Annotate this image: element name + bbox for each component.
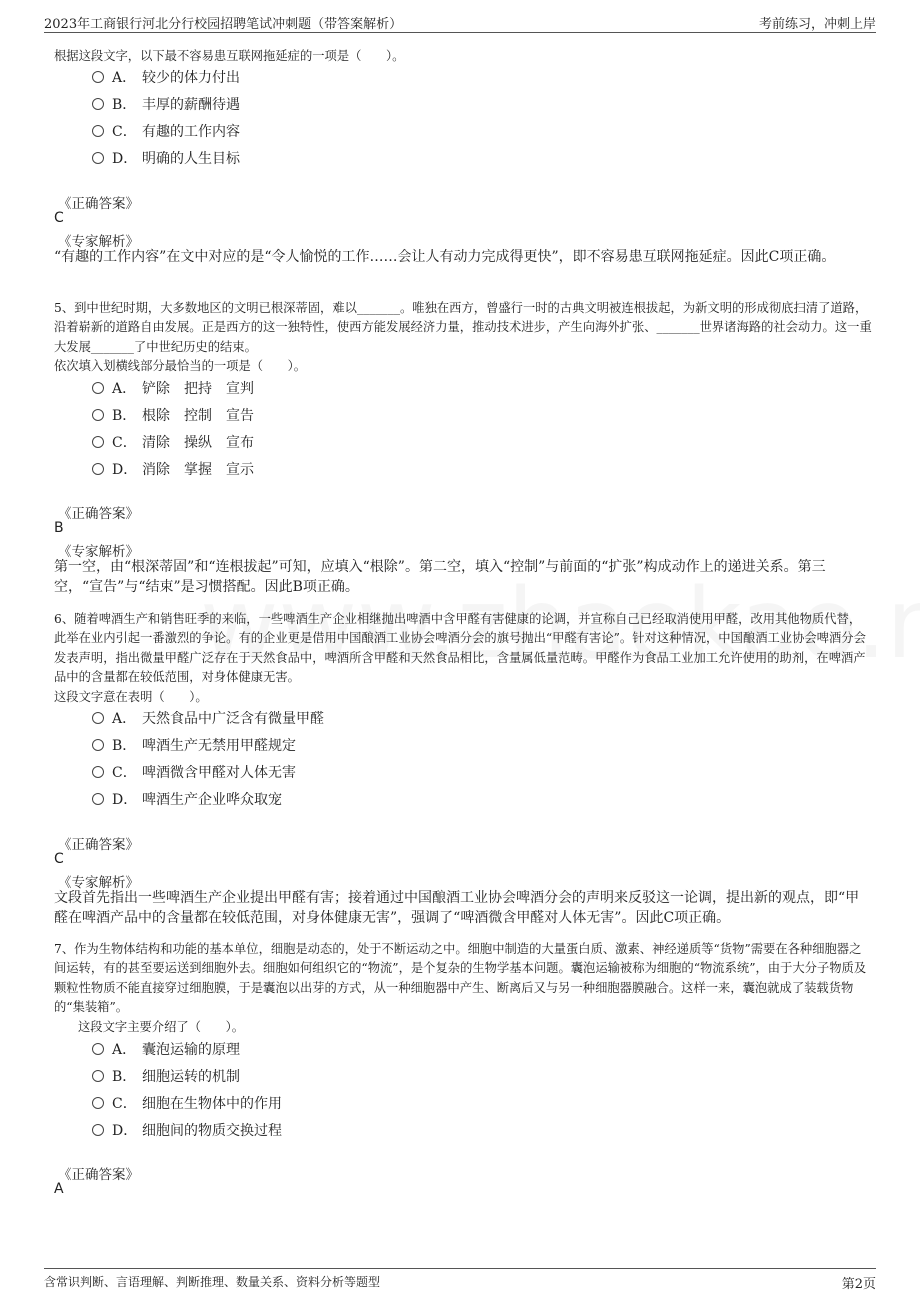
q6-stem: 6、随着啤酒生产和销售旺季的来临，一些啤酒生产企业相继抛出啤酒中含甲醛有害健康的论调，并宣称自己已经取消使用甲醛，改用其他物质代替，此举在业内引起一番激烈的争论。有的企业更是借用中国酿酒工业协会啤酒分会的旗号抛出“甲醛有害论”。针对这种情况，中国酿酒工业协会啤酒分会发表声明，指出微量甲醛广泛存在于天然食品中，啤酒所含甲醛和天然食品相比，含量属低量范畴。甲醛作为食品工业加工允许使用的助剂，在啤酒产品中的含量都在较低范围，对身体健康无害。 [54, 612, 866, 685]
q4-option-a[interactable]: A． 较少的体力付出 [92, 68, 240, 88]
q6-option-a[interactable]: A． 天然食品中广泛含有微量甲醛 [92, 709, 324, 729]
q7-option-d[interactable]: D． 细胞间的物质交换过程 [92, 1121, 282, 1141]
q4-option-c[interactable]: C． 有趣的工作内容 [92, 122, 240, 142]
explain-label: 《专家解析》 [58, 544, 139, 560]
q6-option-d[interactable]: D． 啤酒生产企业哗众取宠 [92, 790, 282, 810]
header-title: 2023年工商银行河北分行校园招聘笔试冲刺题（带答案解析） [44, 17, 403, 32]
radio-icon[interactable] [92, 71, 104, 83]
q5-option-d[interactable]: D． 消除 掌握 宣示 [92, 460, 254, 480]
explain-label: 《专家解析》 [58, 234, 139, 250]
answer-label: 《正确答案》 [58, 1167, 139, 1183]
q4-explanation: “有趣的工作内容”在文中对应的是“令人愉悦的工作……会让人有动力完成得更快”，即不容易患互联网拖延症。因此C项正确。 [54, 249, 836, 265]
q4-option-d[interactable]: D． 明确的人生目标 [92, 149, 240, 169]
radio-icon[interactable] [92, 1124, 104, 1136]
radio-icon[interactable] [92, 1043, 104, 1055]
page-number: 第2页 [841, 1277, 876, 1292]
radio-icon[interactable] [92, 793, 104, 805]
q6-option-b[interactable]: B． 啤酒生产无禁用甲醛规定 [92, 736, 296, 756]
q5-option-a[interactable]: A． 铲除 把持 宣判 [92, 379, 254, 399]
q6-answer: C [54, 851, 64, 867]
radio-icon[interactable] [92, 463, 104, 475]
q6-option-c[interactable]: C． 啤酒微含甲醛对人体无害 [92, 763, 296, 783]
radio-icon[interactable] [92, 382, 104, 394]
footer-topics: 含常识判断、言语理解、判断推理、数量关系、资料分析等题型 [44, 1275, 381, 1289]
q5-option-b[interactable]: B． 根除 控制 宣告 [92, 406, 254, 426]
radio-icon[interactable] [92, 409, 104, 421]
q5-explanation: 第一空，由“根深蒂固”和“连根拔起”可知，应填入“根除”。第二空，填入“控制”与前面的“扩张”构成动作上的递进关系。第三空，“宣告”与“结束”是习惯搭配。因此B项正确。 [54, 559, 826, 595]
radio-icon[interactable] [92, 712, 104, 724]
answer-label: 《正确答案》 [58, 196, 139, 212]
radio-icon[interactable] [92, 152, 104, 164]
q4-option-b[interactable]: B． 丰厚的薪酬待遇 [92, 95, 240, 115]
radio-icon[interactable] [92, 1070, 104, 1082]
page-header [44, 10, 876, 33]
q7-question: 这段文字主要介绍了（ ）。 [78, 1020, 245, 1034]
q4-answer: C [54, 210, 64, 226]
radio-icon[interactable] [92, 125, 104, 137]
radio-icon[interactable] [92, 1097, 104, 1109]
radio-icon[interactable] [92, 98, 104, 110]
q5-stem: 5、到中世纪时期，大多数地区的文明已根深蒂固，难以_______。唯独在西方，曾盛行一时的古典文明被连根拔起，为新文明的形成彻底扫清了道路，沿着崭新的道路自由发展。正是西方的这一独特性，使西方能发展经济力量，推动技术进步，产生向海外扩张、_______世界诸海路的社会动力。这一重大发展_______了中世纪历史的结束。 [54, 301, 872, 354]
answer-label: 《正确答案》 [58, 506, 139, 522]
q7-stem: 7、作为生物体结构和功能的基本单位，细胞是动态的，处于不断运动之中。细胞中制造的大量蛋白质、激素、神经递质等“货物”需要在各种细胞器之间运转，有的甚至要运送到细胞外去。细胞如何组织它的“物流”，是个复杂的生物学基本问题。囊泡运输被称为细胞的“物流系统”，由于大分子物质及颗粒性物质不能直接穿过细胞膜，于是囊泡以出芽的方式，从一种细胞器中产生、断离后又与另一种细胞器膜融合。这样一来，囊泡就成了装载货物的“集装箱”。 [54, 942, 867, 1015]
q6-question: 这段文字意在表明（ ）。 [54, 690, 208, 704]
answer-label: 《正确答案》 [58, 837, 139, 853]
radio-icon[interactable] [92, 766, 104, 778]
explain-label: 《专家解析》 [58, 875, 139, 891]
q7-option-b[interactable]: B． 细胞运转的机制 [92, 1067, 240, 1087]
q5-question: 依次填入划横线部分最恰当的一项是（ ）。 [54, 359, 307, 373]
q4-stem: 根据这段文字，以下最不容易患互联网拖延症的一项是（ ）。 [54, 49, 405, 63]
radio-icon[interactable] [92, 436, 104, 448]
radio-icon[interactable] [92, 739, 104, 751]
q5-answer: B [54, 520, 64, 536]
q5-option-c[interactable]: C． 清除 操纵 宣布 [92, 433, 254, 453]
q7-answer: A [54, 1181, 64, 1197]
q6-explanation: 文段首先指出一些啤酒生产企业提出甲醛有害；接着通过中国酿酒工业协会啤酒分会的声明来反驳这一论调，提出新的观点，即“甲醛在啤酒产品中的含量都在较低范围，对身体健康无害”，强调了“啤酒微含甲醛对人体无害”。因此C项正确。 [54, 890, 860, 926]
page-footer [44, 1268, 876, 1291]
header-slogan: 考前练习，冲刺上岸 [758, 17, 876, 32]
q7-option-a[interactable]: A． 囊泡运输的原理 [92, 1040, 240, 1060]
q7-option-c[interactable]: C． 细胞在生物体中的作用 [92, 1094, 282, 1114]
